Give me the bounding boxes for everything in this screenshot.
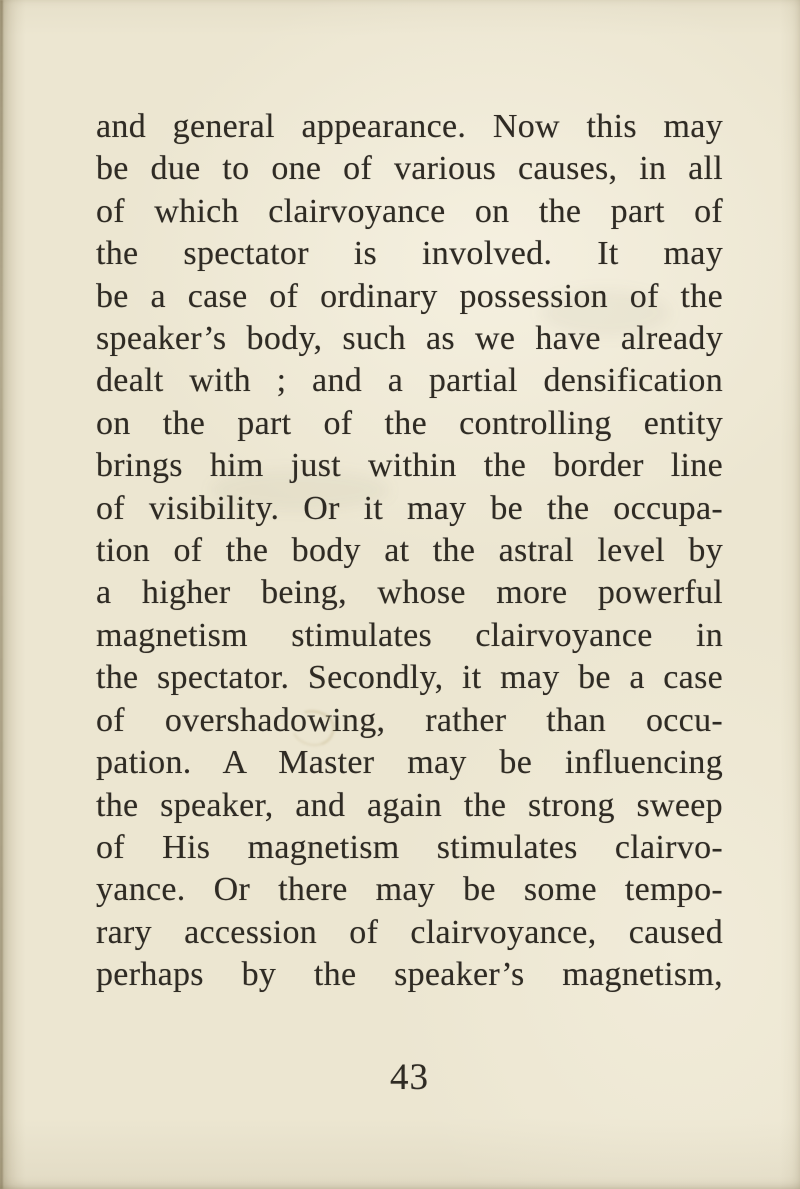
text-line: speaker’s body, such as we have already — [96, 320, 723, 358]
page-number: 43 — [390, 1057, 429, 1098]
text-line: of overshadowing, rather than occu- — [96, 701, 723, 739]
text-line: of His magnetism stimulates clairvo- — [96, 828, 723, 866]
text-line: magnetism stimulates clairvoyance in — [96, 616, 723, 654]
scan-edge-shadow — [0, 0, 3, 1189]
text-line: perhaps by the speaker’s magnetism, — [96, 956, 723, 994]
text-line: the spectator is involved. It may — [96, 235, 723, 273]
text-line: be due to one of various causes, in all — [96, 150, 723, 188]
text-line: yance. Or there may be some tempo- — [96, 871, 723, 909]
text-line: tion of the body at the astral level by — [96, 532, 723, 570]
text-line: on the part of the controlling entity — [96, 404, 723, 442]
text-line: pation. A Master may be influencing — [96, 744, 723, 782]
text-line: the spectator. Secondly, it may be a case — [96, 659, 723, 697]
text-line: of which clairvoyance on the part of — [96, 192, 723, 230]
text-line: brings him just within the border line — [96, 447, 723, 485]
text-line: and general appearance. Now this may — [96, 108, 723, 145]
text-line: the speaker, and again the strong sweep — [96, 786, 723, 824]
text-line: be a case of ordinary possession of the — [96, 277, 723, 315]
paragraph-text — [96, 106, 723, 997]
text-line: of visibility. Or it may be the occupa- — [96, 489, 723, 527]
text-line: dealt with ; and a partial densification — [96, 362, 723, 400]
text-line: rary accession of clairvoyance, caused — [96, 913, 723, 951]
text-line: a higher being, whose more powerful — [96, 574, 723, 612]
